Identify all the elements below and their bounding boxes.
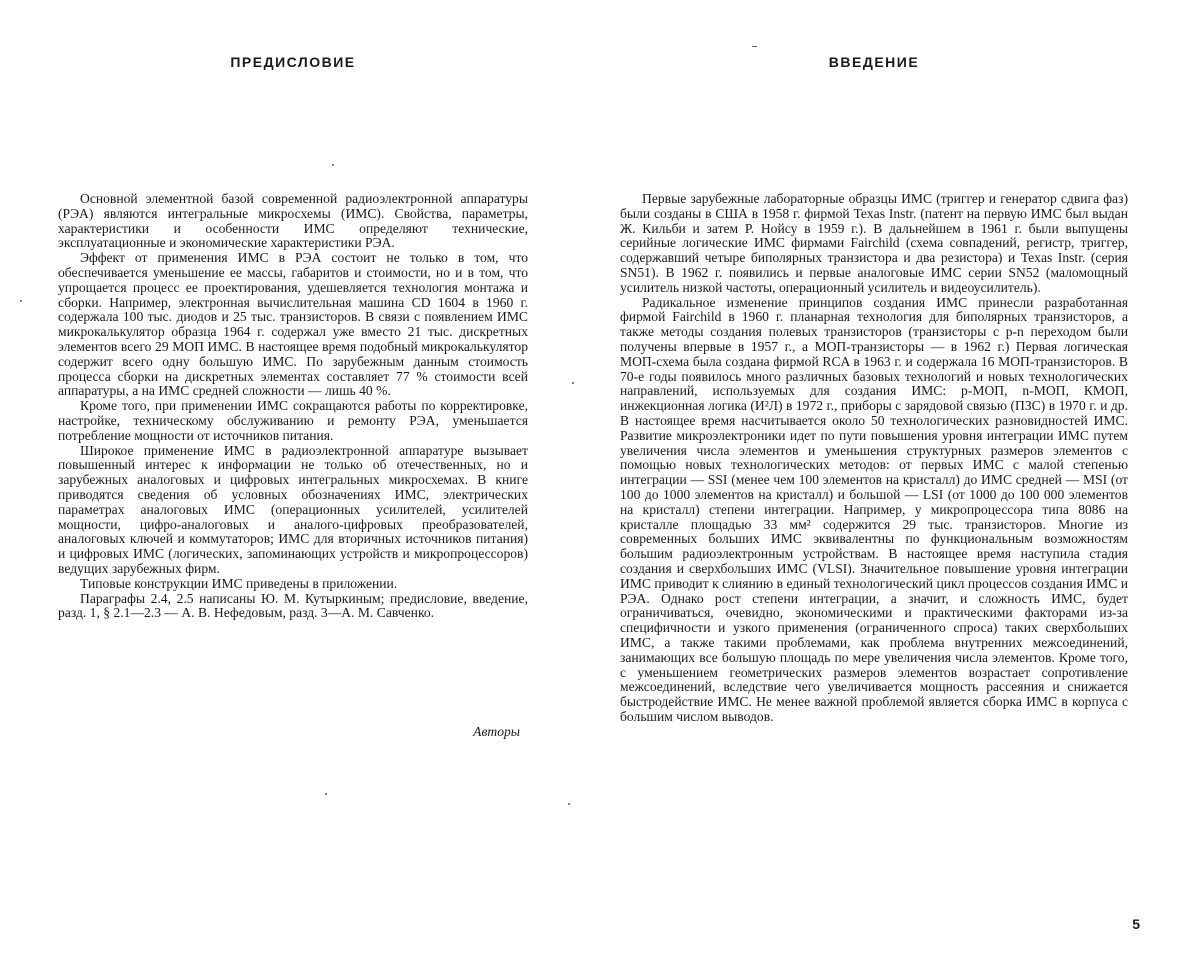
right-page xyxy=(620,0,1128,961)
right-page-heading: ВВЕДЕНИЕ xyxy=(620,54,1128,70)
scan-speck xyxy=(332,164,334,166)
paragraph: Широкое применение ИМС в радиоэлектронной аппаратуре вызывает повышенный интерес к информации не только об отечественных, но и зарубежных аналоговых и цифровых интегральных микросхемах. В книге приводятся сведения об условных обозначениях ИМС, электрических параметрах аналоговых ИМС (операционных усилителей, усилителей мощности, цифро-аналоговых и аналого-цифровых преобразователей, аналоговых ключей и коммутаторов; ИМС для вторичных источников питания) и цифровых ИМС (логических, запоминающих устройств и микропроцессоров) ведущих зарубежных фирм. xyxy=(58,444,528,577)
paragraph: Первые зарубежные лабораторные образцы ИМС (триггер и генератор сдвига фаз) были созданы в США в 1958 г. фирмой Texas Instr. (патент на первую ИМС был выдан Ж. Кильби и затем Р. Нойсу в 1959 г.). В дальнейшем в 1961 г. были выпущены серийные логические ИМС фирмами Fairchild (схема совпадений, регистр, триггер, содержавший четыре биполярных транзистора и два резистора) и Texas Instr. (серия SN51). В 1962 г. появились и первые аналоговые ИМС серии SN52 (маломощный усилитель низкой частоты, операционный усилитель и видеоусилитель). xyxy=(620,192,1128,296)
scan-speck xyxy=(325,793,327,795)
paragraph: Кроме того, при применении ИМС сокращаются работы по корректировке, настройке, техническому обслуживанию и ремонту РЭА, уменьшается потребление мощности от источников питания. xyxy=(58,399,528,443)
paragraph: Радикальное изменение принципов создания ИМС принесли разработанная фирмой Fairchild в 1960 г. планарная технология для биполярных транзисторов, а также методы создания полевых транзисторов (транзисторы с p-n переходом были получены впервые в 1957 г., а МОП-транзисторы — в 1962 г.) Первая логическая МОП-схема была создана фирмой RCA в 1963 г. и содержала 16 МОП-транзисторов. В 70-е годы появилось много различных базовых технологий и новых технологических направлений, используемых для создания ИМС: p-МОП, n-МОП, КМОП, инжекционная логика (И²Л) в 1972 г., приборы с зарядовой связью (ПЗС) в 1970 г. и др. В настоящее время насчитывается около 50 технологических разновидностей ИМС. Развитие микроэлектроники идет по пути повышения уровня интеграции ИМС путем увеличения числа элементов и уменьшения структурных размеров элементов с помощью новых технологических методов: от первых ИМС с малой степенью интеграции — SSI (менее чем 100 элементов на кристалл) до ИМС средней — MSI (от 100 до 1000 элементов на кристалл) и большой — LSI (от 1000 до 100 000 элементов на кристалл) степени интеграции. Например, у микропроцессора типа 8086 на кристалле площадью 33 мм² содержится 29 тыс. транзисторов. Многие из современных больших ИМС эквивалентны по функциональным возможностям большим радиоэлектронным устройствам. В настоящее время наступила стадия создания и сверхбольших ИМС (VLSI). Значительное повышение уровня интеграции ИМС приводит к слиянию в единый технологический цикл процессов создания ИМС и РЭА. Однако рост степени интеграции, а значит, и сложность ИМС, будет ограничиваться, очевидно, экономическими и практическими факторами из-за специфичности и узкого применения (ограниченного спроса) таких сверхбольших ИМС, а также такими проблемами, как проблема внутренних межсоединений, занимающих все большую площадь по мере увеличения числа элементов. Кроме того, с уменьшением геометрических размеров элементов возрастает сопротивление межсоединений, вследствие чего увеличивается мощность рассеяния и снижается быстродействие ИМС. Не менее важной проблемой является сборка ИМС в корпуса с большим числом выводов. xyxy=(620,296,1128,725)
scan-speck xyxy=(568,803,570,805)
right-page-body xyxy=(620,192,1128,725)
left-page-body xyxy=(58,192,528,621)
left-page xyxy=(58,0,528,961)
scan-speck xyxy=(572,382,574,384)
scan-speck xyxy=(20,300,22,302)
scan-speck xyxy=(752,46,757,47)
left-page-heading: ПРЕДИСЛОВИЕ xyxy=(58,54,528,70)
paragraph: Типовые конструкции ИМС приведены в приложении. xyxy=(58,577,528,592)
authors-signature: Авторы xyxy=(473,724,520,740)
paragraph: Основной элементной базой современной радиоэлектронной аппаратуры (РЭА) являются интегральные микросхемы (ИМС). Свойства, параметры, характеристики и особенности ИМС определяют технические, эксплуатационные и экономические характеристики РЭА. xyxy=(58,192,528,251)
page-number: 5 xyxy=(1132,916,1140,932)
paragraph: Параграфы 2.4, 2.5 написаны Ю. М. Кутыркиным; предисловие, введение, разд. 1, § 2.1—2.3 — А. В. Нефедовым, разд. 3—А. М. Савченко. xyxy=(58,592,528,622)
paragraph: Эффект от применения ИМС в РЭА состоит не только в том, что обеспечивается уменьшение ее массы, габаритов и стоимости, но и в том, что упрощается процесс ее проектирования, удешевляется технология монтажа и сборки. Например, электронная вычислительная машина CD 1604 в 1960 г. содержала 100 тыс. диодов и 25 тыс. транзисторов. В связи с появлением ИМС микрокалькулятор образца 1964 г. содержал уже вместо 21 тыс. дискретных элементов всего 29 МОП ИМС. В настоящее время подобный микрокалькулятор содержит всего одну большую ИМС. По зарубежным данным стоимость процесса сборки на дискретных элементах составляет 77 % стоимости всей аппаратуры, а на ИМС средней сложности — лишь 40 %. xyxy=(58,251,528,399)
